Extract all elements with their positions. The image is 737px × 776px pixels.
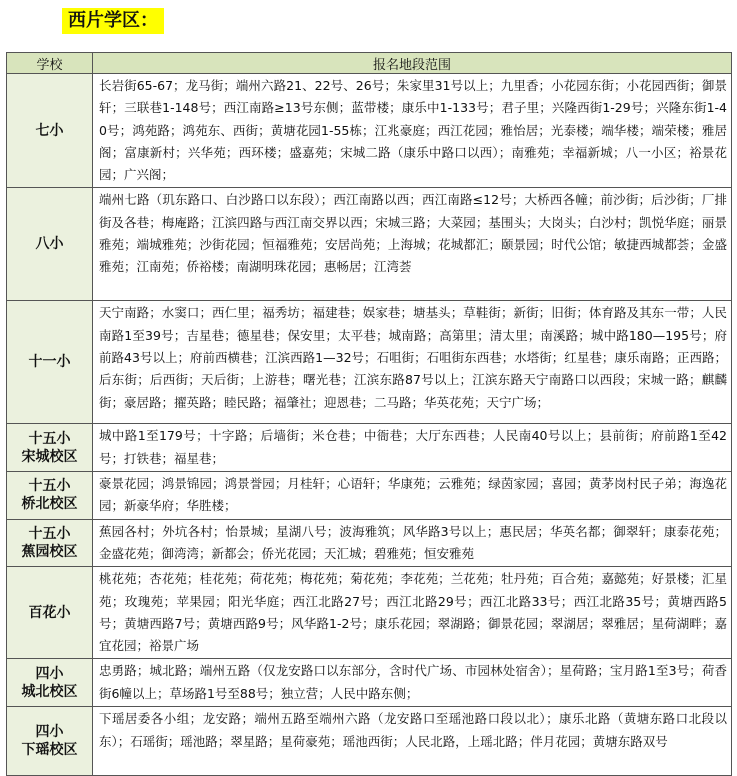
school-name	[7, 74, 93, 188]
school-name-line: 十一小	[28, 354, 71, 371]
table-row	[7, 74, 732, 188]
enrollment-range: 天宁南路；水窦口；西仁里；福秀坊；福建巷；娱家巷；塘基头；草鞋街；新街；旧街；体育路及其东一带；人民南路1至39号；吉星巷；德星巷；保安里；太平巷；城南路；高第里；清太里；南溪路；城中路180—195号；府前路43号以上；府前西横巷；江滨西路1—32号；石咀街；石咀街东西巷；水塔街；红星巷；康乐南路；正西路；后东街；后西街；天后街；上游巷；曙光巷；江滨东路87号以上；江滨东路天宁南路口以西段；宋城一路；麒麟街；豪居路；擢英路；睦民路；福肇社；迎恩巷；二马路；华英花苑；天宁广场；	[93, 301, 732, 424]
table-row	[7, 519, 732, 567]
district-heading: 西片学区：	[62, 8, 164, 34]
enrollment-table	[6, 52, 732, 776]
school-name-line: 八小	[35, 236, 64, 253]
school-name	[7, 472, 93, 520]
school-name	[7, 519, 93, 567]
school-campus-line: 下瑶校区	[21, 742, 78, 759]
table-row	[7, 707, 732, 776]
enrollment-range: 忠勇路；城北路；端州五路（仅龙安路口以东部分，含时代广场、市园林处宿舍）；星荷路；宝月路1至3号；荷香街6幢以上；草场路1号至88号；独立营；人民中路东侧；	[93, 659, 732, 707]
table-header-row	[7, 53, 732, 74]
enrollment-range: 城中路1至179号；十字路；后墙街；米仓巷；中衙巷；大厅东西巷；人民南40号以上；县前街；府前路1至42号；打铁巷；福星巷；	[93, 424, 732, 472]
school-name	[7, 301, 93, 424]
table-row	[7, 301, 732, 424]
table-row	[7, 567, 732, 659]
school-name-line: 百花小	[28, 604, 71, 621]
enrollment-range: 桃花苑；杏花苑；桂花苑；荷花苑；梅花苑；菊花苑；李花苑；兰花苑；牡丹苑；百合苑；嘉懿苑；好景楼；汇星苑；玫瑰苑；苹果园；阳光华庭；西江北路27号；西江北路29号；西江北路33号；西江北路35号；黄塘西路5号；黄塘西路7号；黄塘西路9号；风华路1-2号；康乐花园；翠湖路；御景花园；翠湖居；翠雅居；星荷湖畔；嘉宜花园；裕景广场	[93, 567, 732, 659]
table-row	[7, 424, 732, 472]
school-name	[7, 707, 93, 776]
table-row	[7, 659, 732, 707]
enrollment-range: 端州七路（玑东路口、白沙路口以东段）；西江南路以西；西江南路≤12号；大桥西各幢；前沙街；后沙街；厂排街及各巷；梅庵路；江滨四路与西江南交界以西；宋城三路；大菜园；基围头；大岗头；白沙村；凯悦华庭；丽景雅苑；端城雅苑；沙街花园；恒福雅苑；安居尚苑；上海城；花城都汇；颐景园；时代公馆；敏捷西城都荟；金盛雅苑；江南苑；侨裕楼；南湖明珠花园；惠畅居；江湾荟	[93, 188, 732, 301]
table-row	[7, 472, 732, 520]
school-name-line: 十五小	[28, 525, 71, 542]
school-campus-line: 蕉园校区	[21, 543, 78, 560]
school-name	[7, 659, 93, 707]
school-campus-line: 桥北校区	[21, 496, 78, 513]
school-name-line: 十五小	[28, 478, 71, 495]
school-campus-line: 宋城校区	[21, 448, 78, 465]
school-campus-line: 城北校区	[21, 683, 78, 700]
enrollment-range: 蕉园各村；外坑各村；怡景城；星湖八号；波海雅筑；风华路3号以上；惠民居；华英名都；御翠轩；康泰花苑；金盛花苑；御湾湾；新都会；侨光花园；天汇城；碧雅苑；恒安雅苑	[93, 519, 732, 567]
header-range: 报名地段范围	[93, 53, 732, 74]
school-name	[7, 188, 93, 301]
enrollment-range: 豪景花园；鸿景锦园；鸿景誉园；月桂轩；心语轩；华康苑；云雅苑；绿茵家园；喜园；黄茅岗村民子弟；海逸花园；新豪华府；华胜楼；	[93, 472, 732, 520]
school-name-line: 十五小	[28, 430, 71, 447]
school-name	[7, 424, 93, 472]
school-name-line: 四小	[35, 724, 64, 741]
school-name-line: 七小	[35, 122, 64, 139]
enrollment-range: 长岩街65-67；龙马街；端州六路21、22号、26号；朱家里31号以上；九里香；小花园东街；小花园西街；御景轩；三联巷1-148号；西江南路≥13号东侧；蓝带楼；康乐中1-133号；君子里；兴隆西街1-29号；兴隆东街1-40号；鸿苑路；鸿苑东、西街；黄塘花园1-55栋；江兆豪庭；西江花园；雅怡居；光泰楼；端华楼；端荣楼；雅居阁；富康新村；兴华苑；西环楼；盛嘉苑；宋城二路（康乐中路口以西）；南雅苑；幸福新城；八一小区；裕景花园；广兴阁；	[93, 74, 732, 188]
school-name-line: 四小	[35, 665, 64, 682]
table-row	[7, 188, 732, 301]
enrollment-range: 下瑶居委各小组；龙安路；端州五路至端州六路（龙安路口至瑶池路口段以北）；康乐北路（黄塘东路口北段以东）；石瑶街；瑶池路；翠星路；星荷豪苑；瑶池西街；人民北路，上瑶北路；伴月花园；黄塘东路双号	[93, 707, 732, 776]
school-name	[7, 567, 93, 659]
header-school: 学校	[7, 53, 93, 74]
